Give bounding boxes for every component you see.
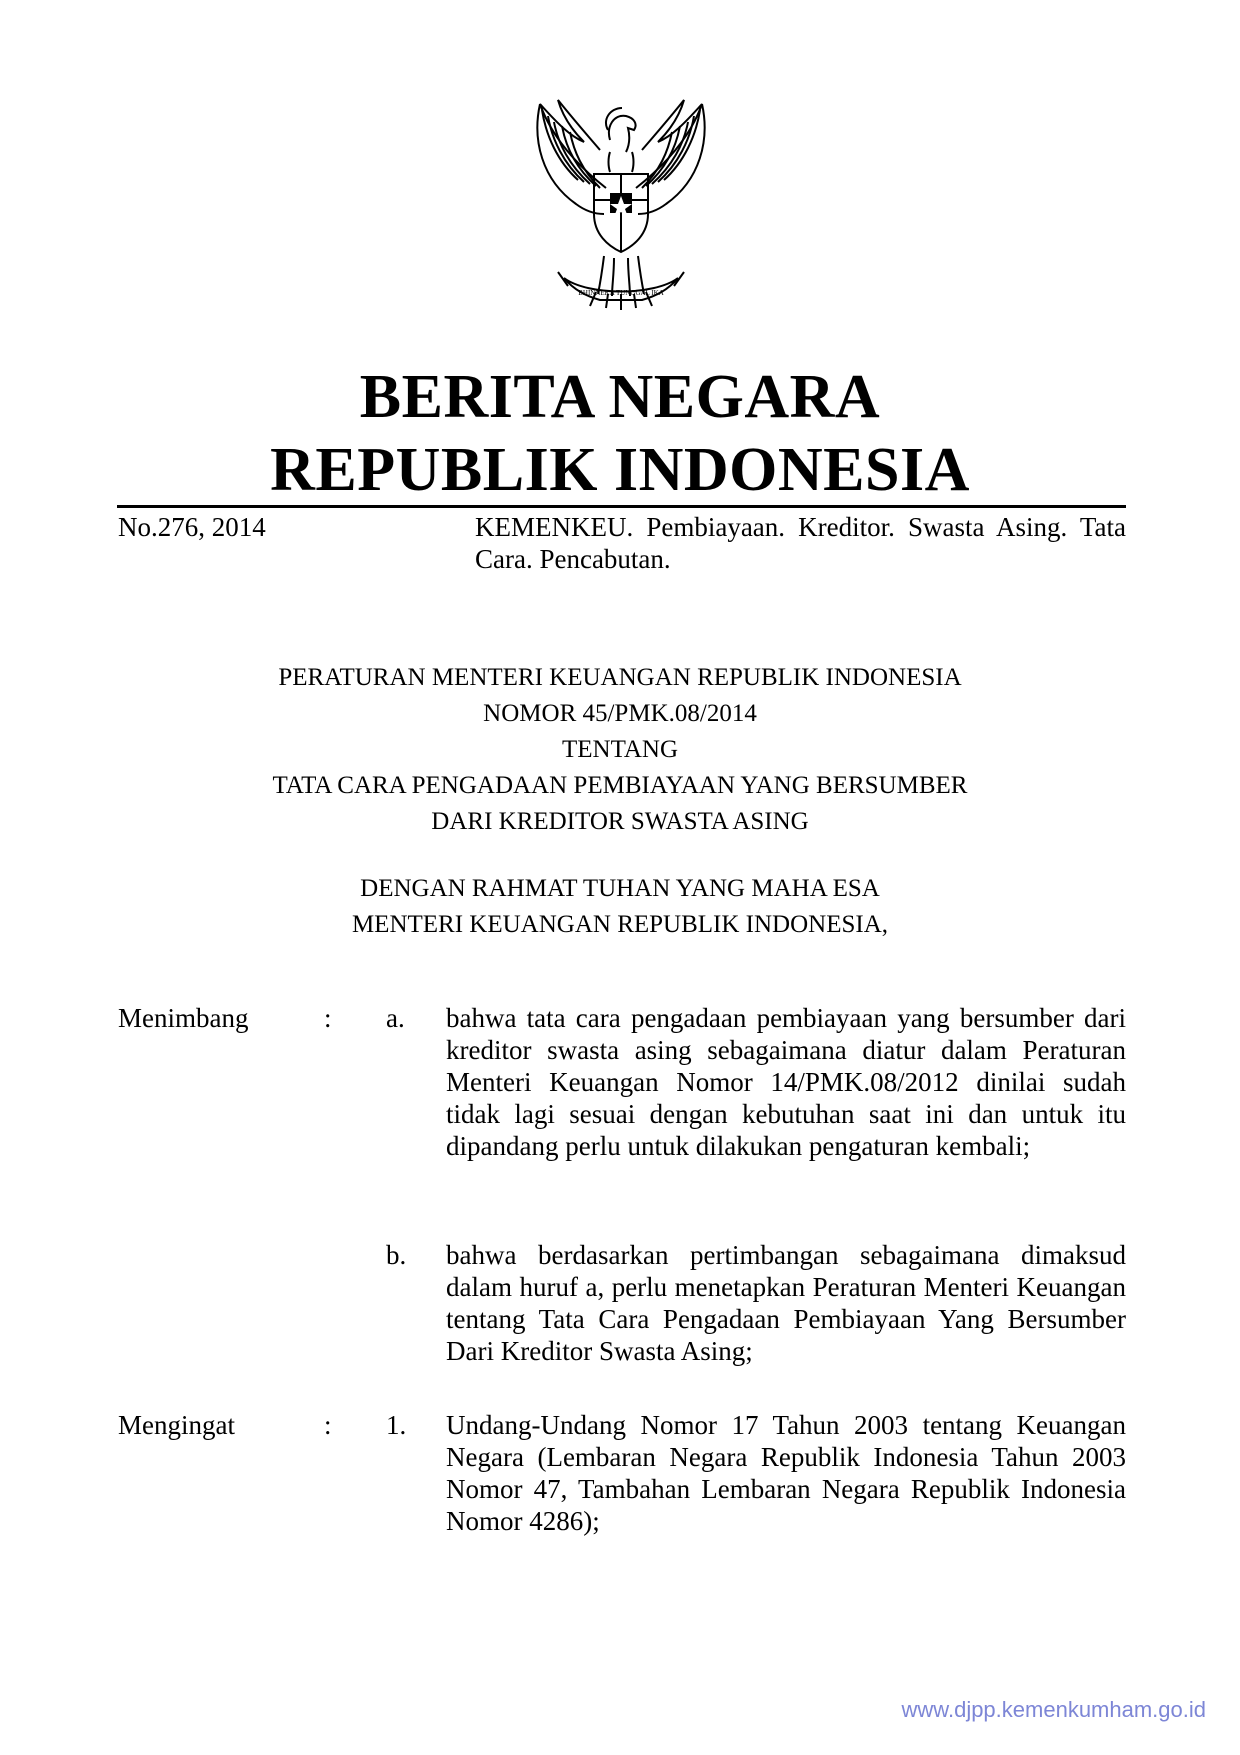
emblem-motto: BHINNEKA TUNGGAL IKA <box>578 289 664 297</box>
mengingat-item-1-text: Undang-Undang Nomor 17 Tahun 2003 tentang Keuangan Negara (Lembaran Negara Republik Indonesia Tahun 2003 Nomor 47, Tambahan Lembaran Negara Republik Indonesia Nomor 4286); <box>446 1410 1126 1536</box>
garuda-emblem-icon <box>518 96 724 312</box>
masthead-divider <box>117 505 1126 508</box>
regulation-about: TENTANG <box>561 736 679 763</box>
menimbang-colon: : <box>324 1003 332 1033</box>
mengingat-label: Mengingat <box>118 1410 235 1440</box>
footer-website-link[interactable]: www.djpp.kemenkumham.go.id <box>901 1697 1206 1722</box>
regulation-subject-line-1: TATA CARA PENGADAAN PEMBIAYAAN YANG BERSUMBER <box>272 772 968 799</box>
masthead-line-1: BERITA NEGARA <box>359 363 881 431</box>
issue-number: No.276, 2014 <box>118 512 266 542</box>
menimbang-item-a-text: bahwa tata cara pengadaan pembiayaan yang bersumber dari kreditor swasta asing sebagaimana diatur dalam Peraturan Menteri Keuangan Nomor 14/PMK.08/2012 dinilai sudah tidak lagi sesuai dengan kebutuhan saat ini dan untuk itu dipandang perlu untuk dilakukan pengaturan kembali; <box>446 1003 1126 1161</box>
regulation-title: PERATURAN MENTERI KEUANGAN REPUBLIK INDONESIA <box>278 664 962 691</box>
mengingat-item-1-marker: 1. <box>386 1410 407 1440</box>
opening-clause <box>0 871 1240 943</box>
regulation-number: NOMOR 45/PMK.08/2014 <box>483 700 757 727</box>
mengingat-colon: : <box>324 1410 332 1440</box>
menimbang-item-a-marker: a. <box>386 1003 405 1033</box>
masthead-line-2: REPUBLIK INDONESIA <box>270 436 970 504</box>
menimbang-item-b-marker: b. <box>386 1240 407 1270</box>
menimbang-label: Menimbang <box>118 1003 249 1033</box>
issue-subject: KEMENKEU. Pembiayaan. Kreditor. Swasta Asing. Tata Cara. Pencabutan. <box>475 512 1126 574</box>
opening-line-1: DENGAN RAHMAT TUHAN YANG MAHA ESA <box>360 875 880 902</box>
opening-line-2: MENTERI KEUANGAN REPUBLIK INDONESIA, <box>351 911 889 938</box>
regulation-heading <box>0 660 1240 840</box>
menimbang-item-b-text: bahwa berdasarkan pertimbangan sebagaimana dimaksud dalam huruf a, perlu menetapkan Peraturan Menteri Keuangan tentang Tata Cara Pengadaan Pembiayaan Yang Bersumber Dari Kreditor Swasta Asing; <box>446 1240 1126 1366</box>
regulation-subject-line-2: DARI KREDITOR SWASTA ASING <box>431 808 809 835</box>
